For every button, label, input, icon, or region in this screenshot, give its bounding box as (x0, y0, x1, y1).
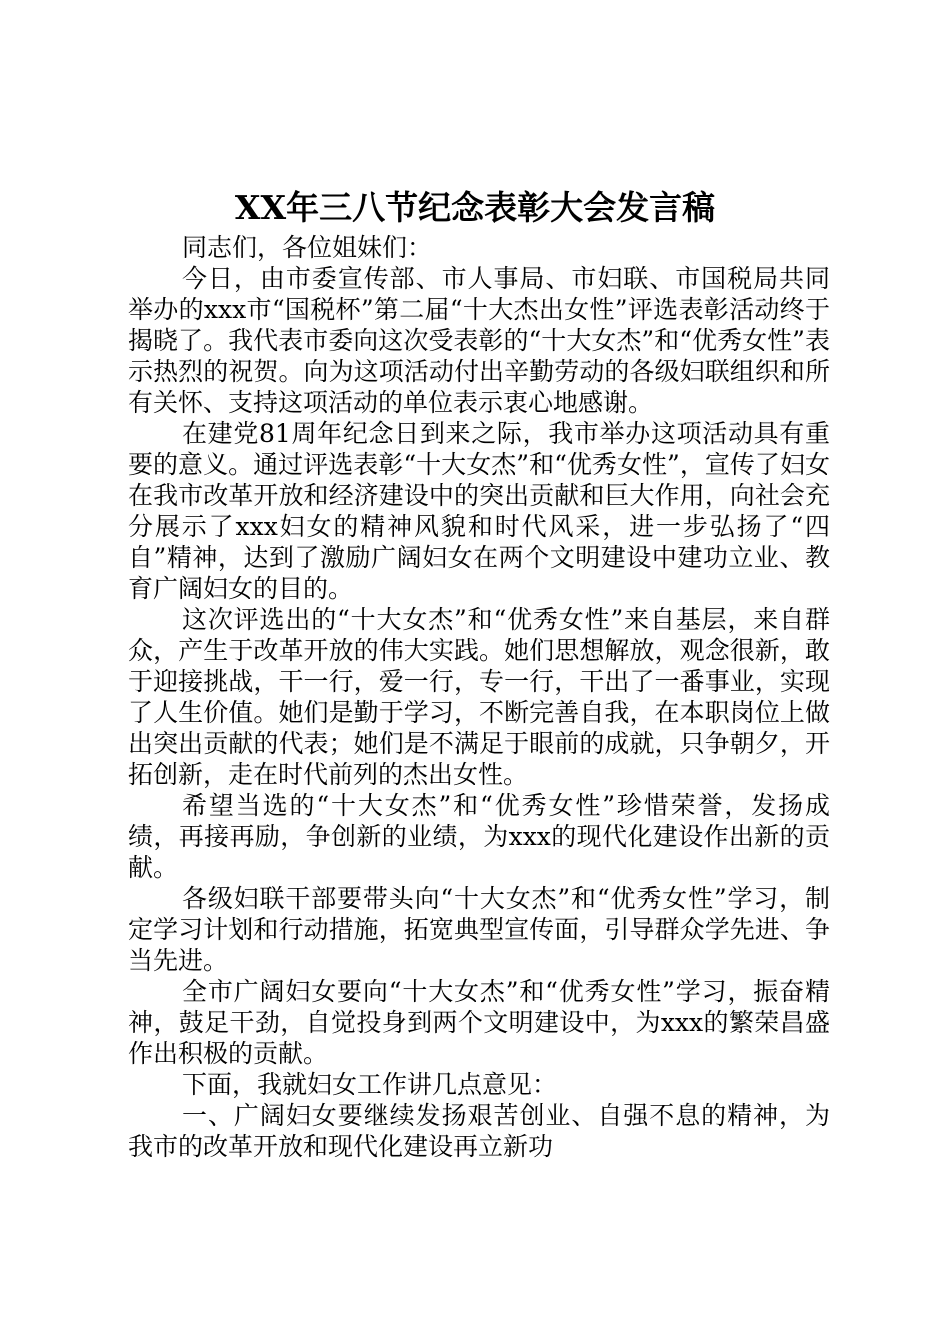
document-body (128, 232, 830, 1162)
body-paragraph-7: 下面，我就妇女工作讲几点意见： (182, 1070, 558, 1099)
body-paragraph-6: 全市广阔妇女要向“十大女杰”和“优秀女性”学习，振奋精神，鼓足干劲，自觉投身到两个文明建设中，为xxx的繁荣昌盛作出积极的贡献。 (128, 977, 830, 1068)
body-paragraph-4: 希望当选的“十大女杰”和“优秀女性”珍惜荣誉，发扬成绩，再接再励，争创新的业绩，为xxx的现代化建设作出新的贡献。 (128, 791, 830, 882)
body-paragraph-3: 这次评选出的“十大女杰”和“优秀女性”来自基层，来自群众，产生于改革开放的伟大实践。她们思想解放，观念很新，敢于迎接挑战，干一行，爱一行，专一行，干出了一番事业，实现了人生价值。她们是勤于学习，不断完善自我，在本职岗位上做出突出贡献的代表；她们是不满足于眼前的成就，只争朝夕，开拓创新，走在时代前列的杰出女性。 (128, 605, 830, 789)
section-heading-1: 一、广阔妇女要继续发扬艰苦创业、自强不息的精神，为我市的改革开放和现代化建设再立新功 (128, 1101, 830, 1161)
salutation-paragraph: 同志们，各位姐妹们： (182, 233, 433, 262)
body-paragraph-1: 今日，由市委宣传部、市人事局、市妇联、市国税局共同举办的xxx市“国税杯”第二届“十大杰出女性”评选表彰活动终于揭晓了。我代表市委向这次受表彰的“十大女杰”和“优秀女性”表示热烈的祝贺。向为这项活动付出辛勤劳动的各级妇联组织和所有关怀、支持这项活动的单位表示衷心地感谢。 (128, 264, 830, 417)
body-paragraph-2: 在建党81周年纪念日到来之际，我市举办这项活动具有重要的意义。通过评选表彰“十大女杰”和“优秀女性”，宣传了妇女在我市改革开放和经济建设中的突出贡献和巨大作用，向社会充分展示了xxx妇女的精神风貌和时代风采，进一步弘扬了“四自”精神，达到了激励广阔妇女在两个文明建设中建功立业、教育广阔妇女的目的。 (128, 419, 830, 603)
document-title: XX年三八节纪念表彰大会发言稿 (234, 188, 716, 227)
body-paragraph-5: 各级妇联干部要带头向“十大女杰”和“优秀女性”学习，制定学习计划和行动措施，拓宽典型宣传面，引导群众学先进、争当先进。 (128, 884, 830, 975)
